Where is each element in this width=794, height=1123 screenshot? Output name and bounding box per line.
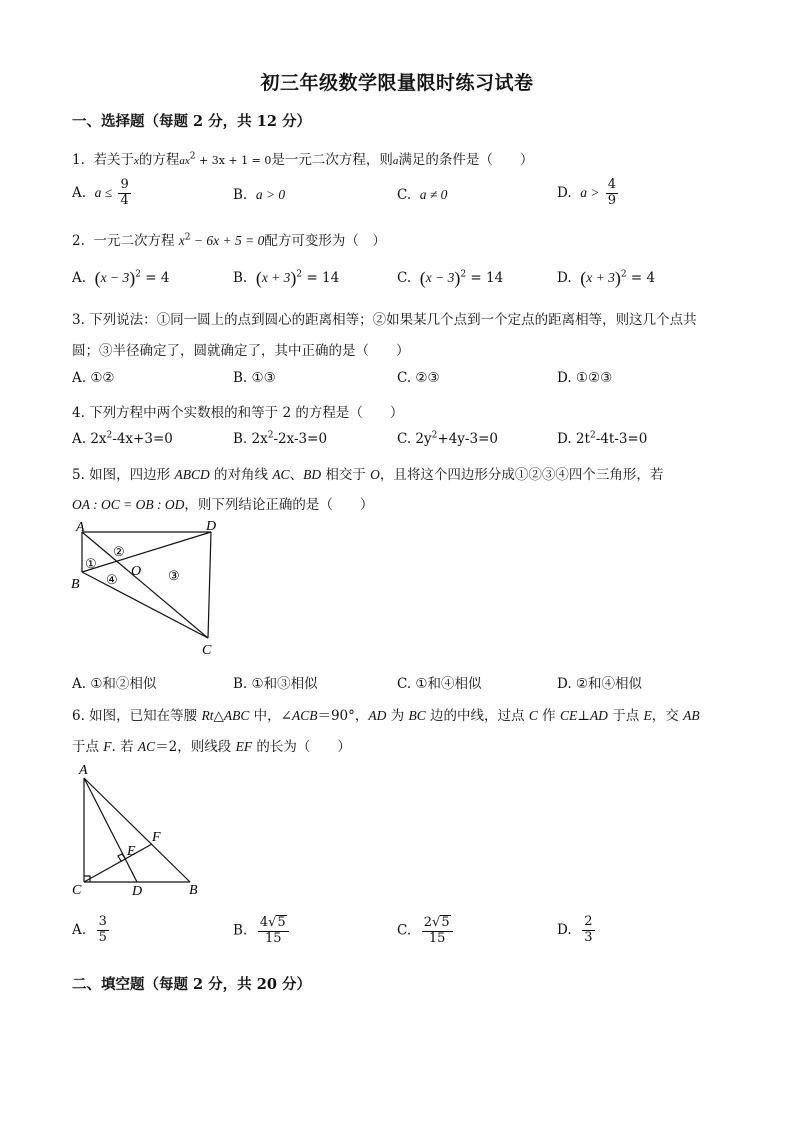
question-5-option-c[interactable]: C. ①和④相似 [397,676,482,692]
question-5-option-d[interactable]: D. ②和④相似 [557,676,643,692]
section-heading-fill-blank: 二、填空题（每题 2 分，共 20 分） [72,976,311,993]
question-2-option-a[interactable]: A. $(x - 3)^2 = 4$ [72,268,170,288]
section-heading-choice: 一、选择题（每题 2 分，共 12 分） [72,113,311,130]
question-2-option-c[interactable]: C. $(x - 3)^2 = 14$ [397,268,504,288]
question-6-figure [68,760,218,900]
question-5-stem-line-2: OA : OC = OB : OD，则下列结论正确的是（ ） [72,497,374,513]
question-6-stem-line-2: 于点 F. 若 AC＝2，则线段 EF 的长为（ ） [72,739,351,755]
question-5-figure [68,520,228,660]
question-1-option-c[interactable]: C. a ≠ 0 [397,187,448,203]
question-4-option-c[interactable]: C. $2y^2+4y-3=0$ [397,430,498,447]
diagonal-bd [82,532,211,572]
question-4-option-d[interactable]: D. $2t^2-4t-3=0$ [557,430,648,447]
question-6-option-b[interactable]: B. $\frac{4√5}{15}$ [233,915,291,947]
question-6-option-a[interactable]: A. $\frac{3}{5}$ [72,914,107,945]
region-4: ④ [106,572,118,587]
question-5-stem-line-1: 5. 如图，四边形 ABCD 的对角线 AC、BD 相交于 O，且将这个四边形分成①②③④四个三角形，若 [72,467,664,483]
question-3-option-c[interactable]: C. ②③ [397,370,440,386]
label-b: B [71,577,80,592]
question-3-stem-line-2: 圆；③半径确定了，圆就确定了，其中正确的是（ ） [72,343,410,359]
label-e: E [127,844,136,859]
question-5-option-a[interactable]: A. ①和②相似 [72,676,157,692]
label-o: O [131,564,142,579]
page-title: 初三年级数学限量限时练习试卷 [260,72,534,94]
question-1-option-a[interactable]: A. a ≤ $\frac{9}{4}$ [72,177,129,208]
question-3-option-a[interactable]: A. ①② [72,370,115,386]
question-2-option-b[interactable]: B. $(x + 3)^2 = 14$ [233,268,340,288]
question-4-stem: 4. 下列方程中两个实数根的和等于 2 的方程是（ ） [72,405,404,421]
label-c: C [202,643,212,658]
region-3: ③ [168,568,180,583]
question-3-stem-line-1: 3. 下列说法：①同一圆上的点到圆心的距离相等；②如果某几个点到一个定点的距离相等，则这几个点共 [72,312,697,328]
median-ad [84,778,137,882]
question-1-option-b[interactable]: B. a > 0 [233,187,286,203]
label-d: D [132,884,143,899]
label-f: F [152,830,161,845]
side-bc [82,572,208,638]
label-a: A [79,763,88,778]
region-1: ① [85,556,97,571]
label-b: B [189,883,198,898]
question-3-option-b[interactable]: B. ①③ [233,370,276,386]
question-4-option-a[interactable]: A. $2x^2-4x+3=0$ [72,430,173,447]
question-1-stem: 1. 若关于x的方程$ax^2 + 3x + 1 = 0$是一元二次方程，则a满足的条件是（ ） [72,151,534,168]
question-5-option-b[interactable]: B. ①和③相似 [233,676,318,692]
region-2: ② [113,544,125,559]
question-2-stem: 2. 一元二次方程 $x^2 - 6x + 5 = 0$配方可变形为（ ） [72,232,386,249]
question-1-option-d[interactable]: D. a > $\frac{4}{9}$ [557,177,617,208]
question-6-stem-line-1: 6. 如图，已知在等腰 Rt△ABC 中，∠ACB＝90°，AD 为 BC 边的中线，过点 C 作 CE⊥AD 于点 E，交 AB [72,708,700,724]
label-c: C [72,883,82,898]
question-3-option-d[interactable]: D. ①②③ [557,370,613,386]
diagonal-ac [82,532,208,638]
segment-cf [84,844,152,882]
question-6-option-d[interactable]: D. $\frac{2}{3}$ [557,914,593,945]
question-2-option-d[interactable]: D. $(x + 3)^2 = 4$ [557,268,656,288]
question-6-option-c[interactable]: C. $\frac{2√5}{15}$ [397,915,455,947]
side-dc [208,532,211,638]
side-ab [84,778,190,882]
question-4-option-b[interactable]: B. $2x^2-2x-3=0$ [233,430,328,447]
label-a: A [76,520,85,535]
label-d: D [206,520,217,534]
